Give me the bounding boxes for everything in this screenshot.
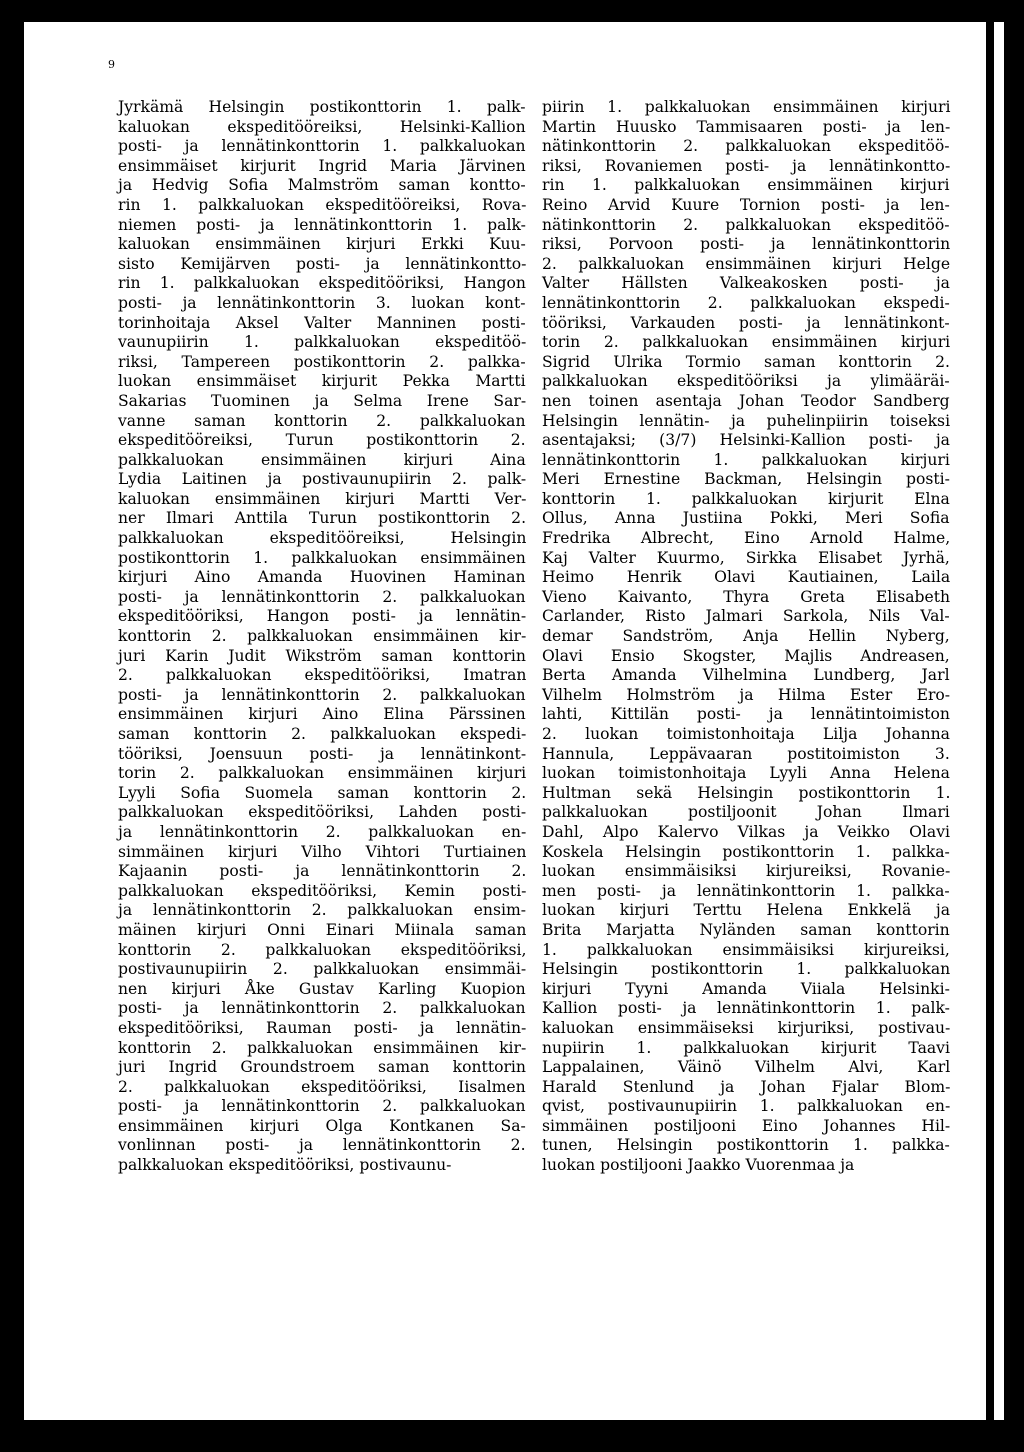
text-line: 2. palkkaluokan ekspeditööriksi, Imatran: [118, 666, 527, 685]
text-line: rin 1. palkkaluokan ensimmäinen kirjuri: [542, 176, 950, 195]
text-line: 2. palkkaluokan ekspeditööriksi, Iisalmen: [118, 1077, 526, 1096]
text-line: Koskela Helsingin postikonttorin 1. palkka-: [542, 842, 950, 861]
text-line: Reino Arvid Kuure Tornion posti- ja len-: [542, 195, 950, 214]
text-line: Sakarias Tuominen ja Selma Irene Sar-: [118, 391, 527, 410]
text-line: luokan toimistonhoitaja Lyyli Anna Helena: [542, 764, 950, 783]
text-line: Kallion posti- ja lennätinkonttorin 1. palk-: [542, 999, 950, 1018]
text-line: riksi, Tampereen postikonttorin 2. palkka-: [118, 352, 526, 371]
text-line: posti- ja lennätinkonttorin 1. palkkaluokan: [118, 137, 526, 156]
text-line: postikonttorin 1. palkkaluokan ensimmäinen: [118, 548, 526, 567]
text-line: mäinen kirjuri Onni Einari Miinala saman: [118, 920, 527, 939]
text-line: simmäinen postiljooni Eino Johannes Hil-: [542, 1116, 951, 1135]
text-line: Lydia Laitinen ja postivaunupiirin 2. palk-: [118, 470, 527, 489]
text-line: men posti- ja lennätinkonttorin 1. palkka-: [542, 881, 950, 900]
text-line: Vilhelm Holmström ja Hilma Ester Ero-: [542, 685, 951, 704]
text-line: konttorin 2. palkkaluokan ekspeditööriksi,: [118, 940, 527, 959]
text-line: riksi, Porvoon posti- ja lennätinkonttorin: [542, 235, 951, 254]
text-line: Valter Hällsten Valkeakosken posti- ja: [542, 274, 950, 293]
text-line: Brita Marjatta Nyländen saman konttorin: [542, 920, 950, 939]
text-line: ensimmäinen kirjuri Aino Elina Pärssinen: [118, 705, 526, 724]
text-line: torin 2. palkkaluokan ensimmäinen kirjuri: [118, 764, 527, 783]
text-line: torinhoitaja Aksel Valter Manninen posti-: [118, 313, 526, 332]
text-line: lennätinkonttorin 1. palkkaluokan kirjuri: [542, 450, 950, 469]
page-number: 9: [108, 58, 115, 71]
text-line: kirjuri Tyyni Amanda Viiala Helsinki-: [542, 979, 950, 998]
text-line: ekspeditööriksi, Hangon posti- ja lennätin-: [118, 607, 527, 626]
text-line: palkkaluokan ekspeditööriksi, Kemin posti-: [118, 881, 527, 900]
text-line: posti- ja lennätinkonttorin 2. palkkaluokan: [118, 1097, 526, 1116]
text-line: luokan ensimmäiset kirjurit Pekka Martti: [118, 372, 526, 391]
text-line: palkkaluokan ekspeditööriksi, postivaunu-: [118, 1156, 452, 1175]
text-line: Sigrid Ulrika Tormio saman konttorin 2.: [542, 352, 950, 371]
text-line: ekspeditööreiksi, Turun postikonttorin 2.: [118, 431, 526, 450]
text-line: Carlander, Risto Jalmari Sarkola, Nils Val-: [542, 607, 950, 626]
text-line: Helsingin postikonttorin 1. palkkaluokan: [542, 960, 951, 979]
text-line: Jyrkämä Helsingin postikonttorin 1. palk-: [118, 98, 526, 116]
text-line: nen kirjuri Åke Gustav Karling Kuopion: [118, 979, 526, 998]
text-line: tööriksi, Varkauden posti- ja lennätinkont-: [542, 313, 950, 332]
text-line: torin 2. palkkaluokan ensimmäinen kirjuri: [542, 333, 951, 352]
text-line: ekspeditööriksi, Rauman posti- ja lennätin-: [118, 1018, 527, 1037]
text-line: tunen, Helsingin postikonttorin 1. palkka-: [542, 1136, 950, 1155]
text-line: Helsingin lennätin- ja puhelinpiirin toiseksi: [542, 411, 951, 430]
text-line: luokan ensimmäisiksi kirjureiksi, Rovanie-: [542, 862, 951, 881]
text-line: rin 1. palkkaluokan ekspeditööreiksi, Rova-: [118, 195, 527, 214]
text-line: ensimmäiset kirjurit Ingrid Maria Järvinen: [118, 156, 526, 175]
text-line: vaunupiirin 1. palkkaluokan ekspeditöö-: [118, 333, 527, 352]
text-line: Harald Stenlund ja Johan Fjalar Blom-: [542, 1077, 951, 1096]
text-line: Hannula, Leppävaaran postitoimiston 3.: [542, 744, 950, 763]
text-line: simmäinen kirjuri Vilho Vihtori Turtiainen: [118, 842, 527, 861]
text-line: juri Ingrid Groundstroem saman konttorin: [118, 1058, 526, 1077]
text-line: 2. palkkaluokan ensimmäinen kirjuri Helge: [542, 254, 951, 273]
text-line: ja lennätinkonttorin 2. palkkaluokan en-: [118, 822, 527, 841]
text-line: postivaunupiirin 2. palkkaluokan ensimmäi-: [118, 960, 527, 979]
text-line: Vieno Kaivanto, Thyra Greta Elisabeth: [542, 587, 951, 606]
text-line: kaluokan ensimmäinen kirjuri Martti Ver-: [118, 489, 527, 508]
text-line: saman konttorin 2. palkkaluokan ekspedi-: [118, 725, 527, 743]
text-line: posti- ja lennätinkonttorin 2. palkkaluokan: [118, 999, 526, 1018]
text-line: Kaj Valter Kuurmo, Sirkka Elisabet Jyrhä,: [542, 548, 950, 567]
text-line: konttorin 2. palkkaluokan ensimmäinen kir-: [118, 1038, 527, 1057]
text-line: juri Karin Judit Wikström saman konttorin: [118, 646, 526, 665]
text-line: Olavi Ensio Skogster, Majlis Andreasen,: [542, 646, 950, 665]
text-line: kaluokan ensimmäiseksi kirjuriksi, postivau-: [542, 1018, 951, 1037]
text-line: Berta Amanda Vilhelmina Lundberg, Jarl: [542, 666, 950, 685]
text-line: kirjuri Aino Amanda Huovinen Haminan: [118, 568, 526, 587]
text-line: konttorin 1. palkkaluokan kirjurit Elna: [542, 489, 950, 508]
text-line: palkkaluokan ekspeditööriksi ja ylimääräi-: [542, 372, 950, 391]
text-line: Lyyli Sofia Suomela saman konttorin 2.: [118, 783, 527, 802]
text-line: vonlinnan posti- ja lennätinkonttorin 2.: [118, 1136, 526, 1155]
right-text-column: [542, 98, 950, 1176]
text-line: palkkaluokan ekspeditööreiksi, Helsingin: [118, 529, 527, 548]
text-line: nen toinen asentaja Johan Teodor Sandberg: [542, 391, 950, 410]
text-line: posti- ja lennätinkonttorin 2. palkkaluokan: [118, 587, 526, 606]
text-line: niemen posti- ja lennätinkonttorin 1. palk-: [118, 215, 526, 234]
text-line: vanne saman konttorin 2. palkkaluokan: [118, 411, 526, 430]
text-line: kaluokan ekspeditööreiksi, Helsinki-Kallion: [118, 117, 526, 136]
left-text-column: [118, 98, 526, 1176]
text-line: asentajaksi; (3/7) Helsinki-Kallion posti- ja: [542, 431, 950, 450]
text-line: palkkaluokan postiljoonit Johan Ilmari: [542, 803, 950, 822]
text-line: rin 1. palkkaluokan ekspeditööriksi, Hangon: [118, 274, 526, 293]
text-line: lahti, Kittilän posti- ja lennätintoimiston: [542, 705, 950, 724]
text-line: 2. luokan toimistonhoitaja Lilja Johanna: [542, 725, 950, 743]
text-line: ja Hedvig Sofia Malmström saman kontto-: [118, 176, 526, 195]
text-line: piirin 1. palkkaluokan ensimmäinen kirjuri: [542, 98, 951, 116]
text-line: palkkaluokan ekspeditööriksi, Lahden posti-: [118, 803, 527, 822]
text-line: Martin Huusko Tammisaaren posti- ja len-: [542, 117, 951, 136]
text-line: Heimo Henrik Olavi Kautiainen, Laila: [542, 568, 951, 587]
text-line: Dahl, Alpo Kalervo Vilkas ja Veikko Olavi: [542, 822, 950, 841]
text-line: ensimmäinen kirjuri Olga Kontkanen Sa-: [118, 1116, 526, 1135]
text-line: sisto Kemijärven posti- ja lennätinkontto-: [118, 254, 527, 273]
text-line: lennätinkonttorin 2. palkkaluokan ekspedi-: [542, 293, 950, 312]
text-line: 1. palkkaluokan ensimmäisiksi kirjureiksi,: [542, 940, 950, 959]
text-line: posti- ja lennätinkonttorin 3. luokan kont-: [118, 293, 526, 312]
text-line: tööriksi, Joensuun posti- ja lennätinkont-: [118, 744, 527, 763]
text-line: Fredrika Albrecht, Eino Arnold Halme,: [542, 529, 951, 548]
text-line: posti- ja lennätinkonttorin 2. palkkaluokan: [118, 685, 526, 704]
text-line: Ollus, Anna Justiina Pokki, Meri Sofia: [542, 509, 950, 528]
text-line: Kajaanin posti- ja lennätinkonttorin 2.: [118, 862, 527, 881]
text-line: demar Sandström, Anja Hellin Nyberg,: [542, 627, 950, 646]
scan-border-strip: [994, 22, 1004, 1420]
text-line: nätinkonttorin 2. palkkaluokan ekspeditöö-: [542, 215, 950, 234]
text-line: luokan kirjuri Terttu Helena Enkkelä ja: [542, 901, 951, 920]
text-line: riksi, Rovaniemen posti- ja lennätinkontto-: [542, 156, 951, 175]
text-line: nätinkonttorin 2. palkkaluokan ekspeditöö-: [542, 137, 950, 156]
text-line: qvist, postivaunupiirin 1. palkkaluokan en-: [542, 1097, 951, 1116]
text-line: konttorin 2. palkkaluokan ensimmäinen kir-: [118, 627, 527, 646]
text-line: luokan postiljooni Jaakko Vuorenmaa ja: [542, 1156, 855, 1175]
text-line: ja lennätinkonttorin 2. palkkaluokan ensim-: [118, 901, 527, 920]
text-line: kaluokan ensimmäinen kirjuri Erkki Kuu-: [118, 235, 526, 254]
text-line: Lappalainen, Väinö Vilhelm Alvi, Karl: [542, 1058, 951, 1077]
text-line: Meri Ernestine Backman, Helsingin posti-: [542, 470, 950, 489]
text-line: nupiirin 1. palkkaluokan kirjurit Taavi: [542, 1038, 950, 1057]
text-line: ner Ilmari Anttila Turun postikonttorin 2.: [118, 509, 527, 528]
text-line: Hultman sekä Helsingin postikonttorin 1.: [542, 783, 951, 802]
text-line: palkkaluokan ensimmäinen kirjuri Aina: [118, 450, 526, 469]
